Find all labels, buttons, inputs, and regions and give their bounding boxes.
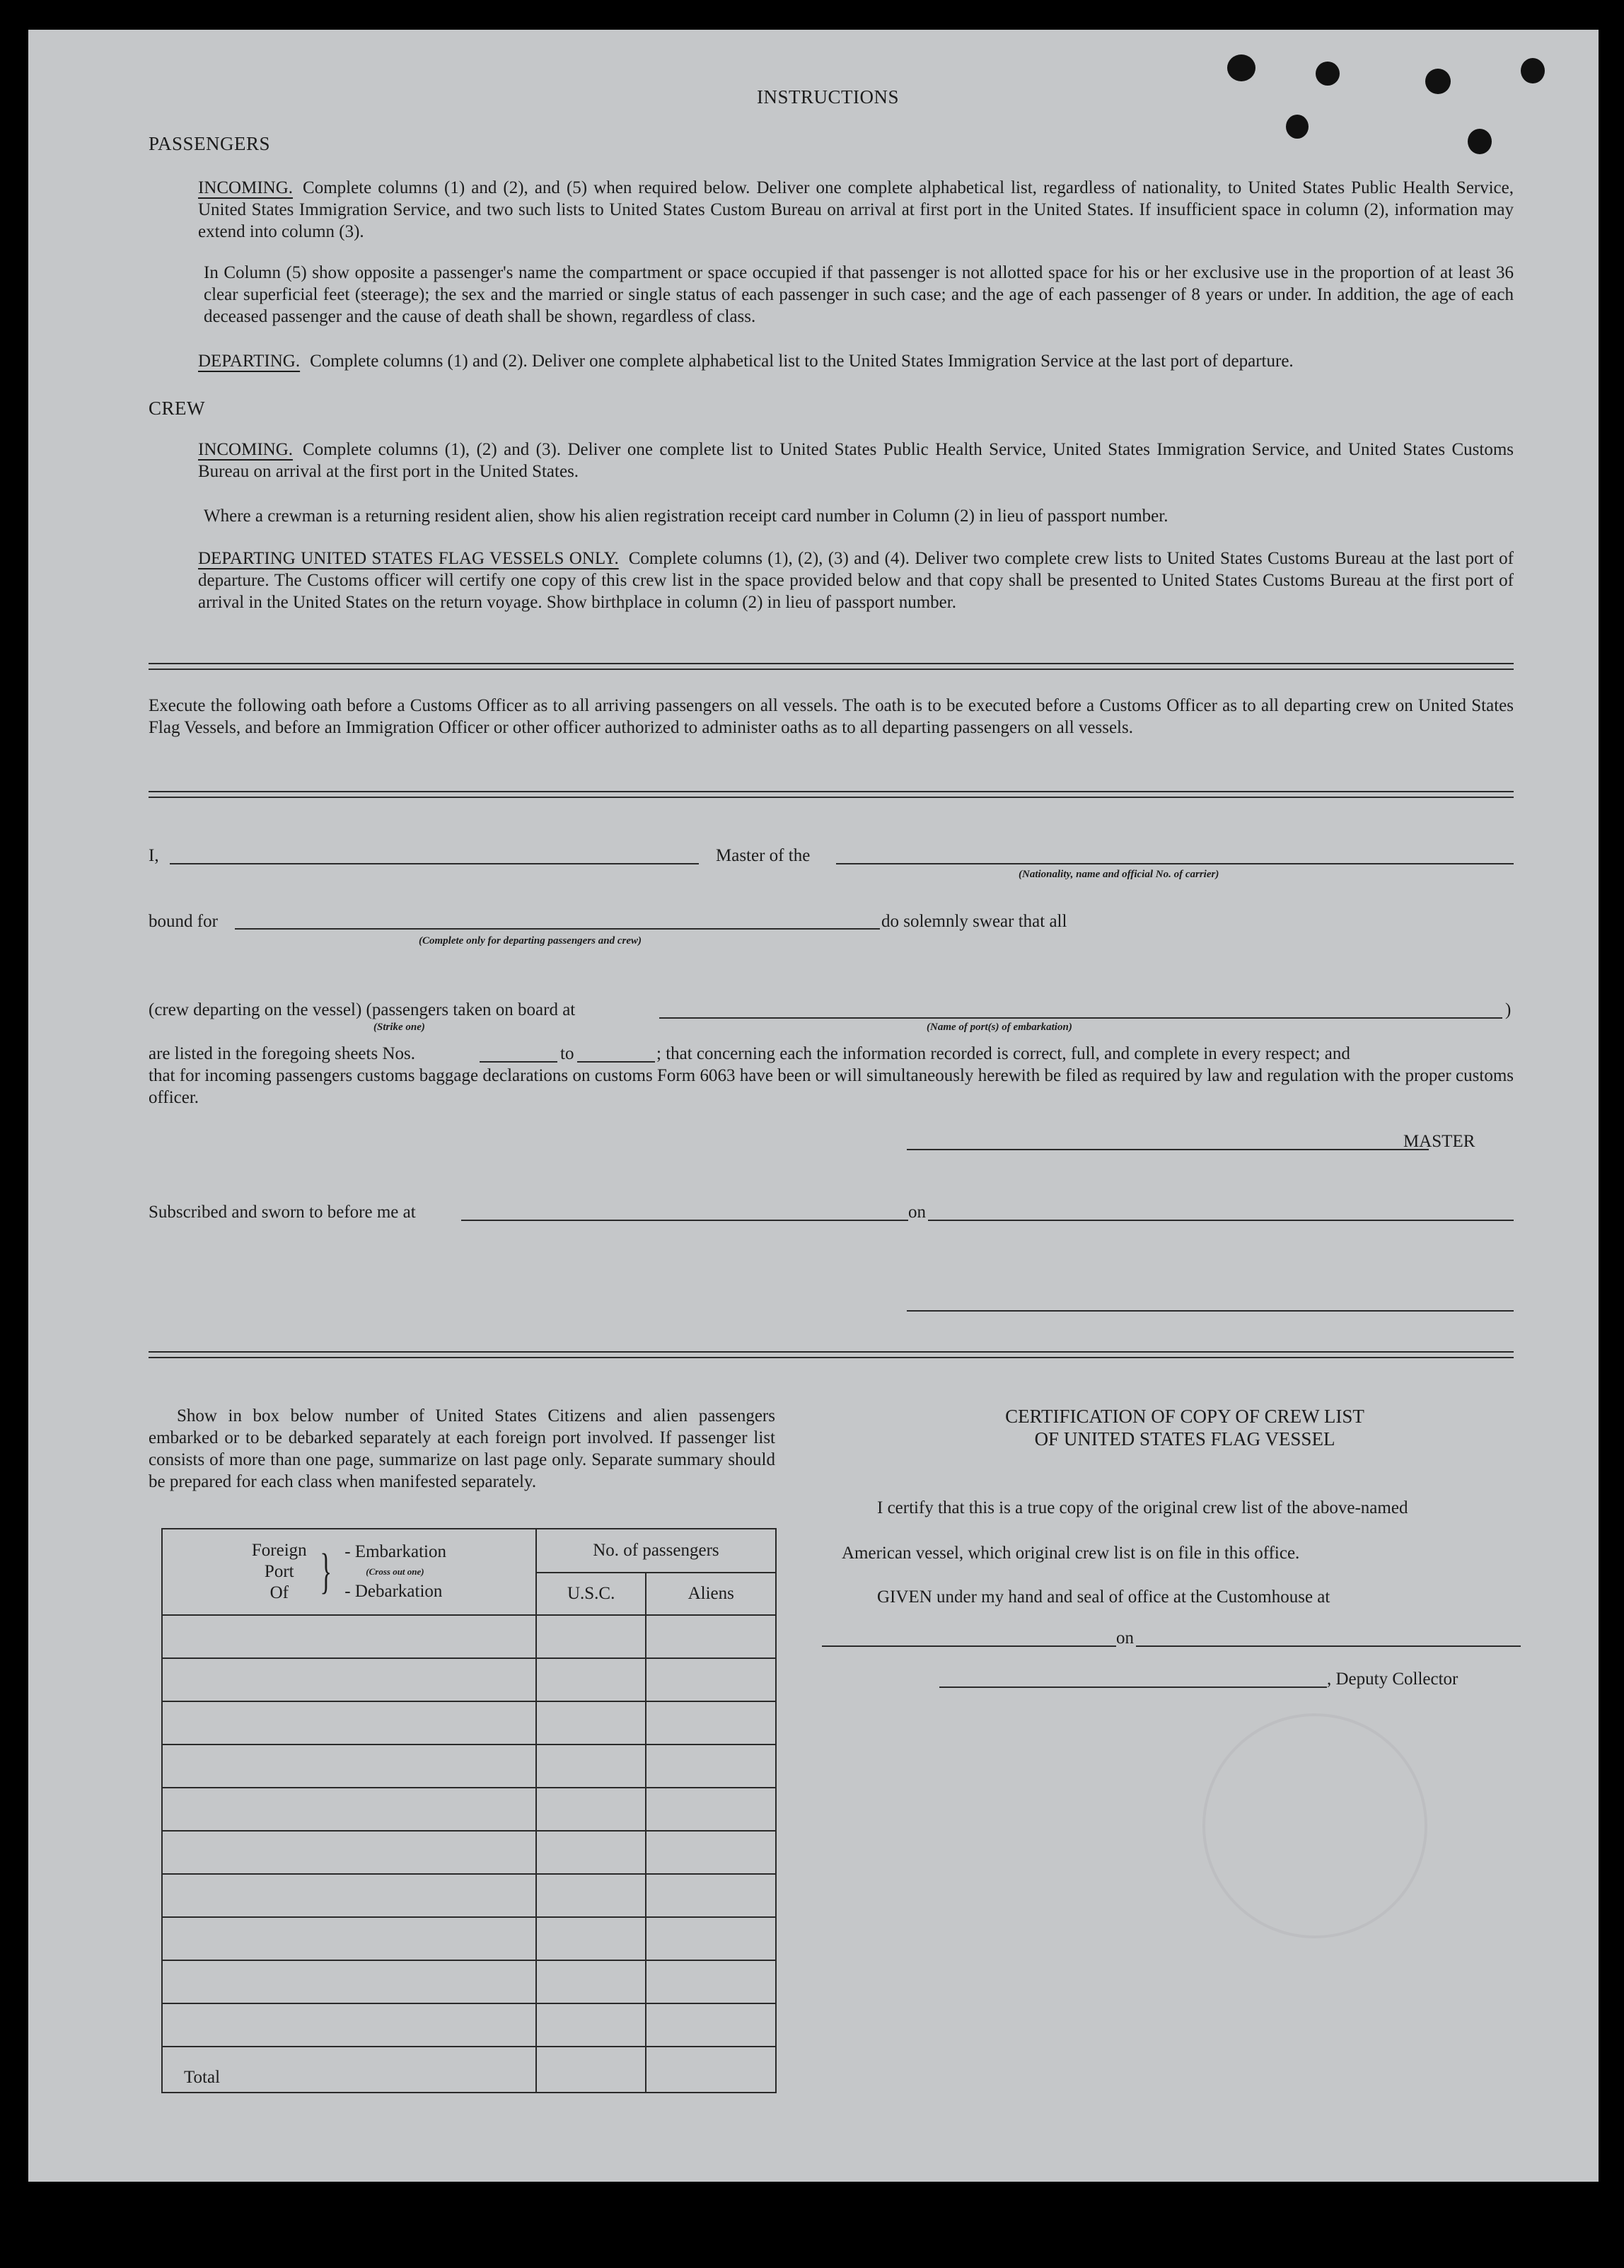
aliens-cell[interactable] [646, 2003, 776, 2047]
swear-text: do solemnly swear that all [881, 912, 1067, 931]
master-of-the-label: Master of the [716, 846, 811, 865]
section-divider [149, 663, 1514, 670]
summary-intro: Show in box below number of United States Citizens and alien passengers embarked or to be debarked separately at each foreign port involved. If passenger list consists of more than one page, summarize on last page only. Separate summary should be prepared for each class when manifested separately. [149, 1406, 775, 1491]
of-label: Of [269, 1583, 289, 1602]
certify-line2: American vessel, which original crew list is on file in this office. [842, 1544, 1300, 1563]
column5-paragraph: In Column (5) show opposite a passenger's name the compartment or space occupied if that passenger is not allotted space for his or her exclusive use in the proportion of at least 36 clear superficial feet (steerage); the sex and the married or single status of each passenger in such case; and the age of each passenger of 8 years or under. In addition, the age of each deceased passenger and the cause of death shall be shown, regardless of class. [204, 263, 1514, 326]
punch-hole [1286, 115, 1309, 139]
sworn-on-label: on [908, 1203, 926, 1222]
to-label: to [560, 1044, 574, 1063]
aliens-cell[interactable] [646, 1701, 776, 1745]
oath-intro: Execute the following oath before a Customs Officer as to all arriving passengers on all vessels. The oath is to be executed before a Customs Officer as to all departing crew on United States Flag Vessels, and before an Immigration Officer or other officer authorized to administer oaths as to all departing passengers on all vessels. [149, 696, 1514, 737]
table-row [162, 2003, 776, 2047]
strike-caption: (Strike one) [373, 1022, 425, 1033]
given-text: GIVEN under my hand and seal of office at the Customhouse at [877, 1587, 1330, 1607]
usc-cell[interactable] [536, 1745, 646, 1788]
debarkation-label: - Debarkation [344, 1582, 443, 1601]
crew-departing-paragraph [198, 548, 1514, 613]
listed-prefix: are listed in the foregoing sheets Nos. [149, 1044, 415, 1063]
usc-cell[interactable] [536, 1788, 646, 1831]
foreign-port-header [162, 1529, 536, 1615]
port-cell[interactable] [162, 1701, 536, 1745]
usc-cell[interactable] [536, 1960, 646, 2003]
form-page [28, 30, 1599, 2182]
sworn-date-field[interactable] [928, 1220, 1514, 1221]
port-cell[interactable] [162, 1745, 536, 1788]
aliens-cell[interactable] [646, 1960, 776, 2003]
section-divider [149, 791, 1514, 798]
listed-rest: ; that concerning each the information recorded is correct, full, and complete in every respect; and [656, 1044, 1350, 1063]
passengers-departing-paragraph [198, 350, 1514, 372]
table-row [162, 1874, 776, 1917]
port-cell[interactable] [162, 1960, 536, 2003]
crew-passengers-text: (crew departing on the vessel) (passengers taken on board at [149, 1000, 576, 1019]
aliens-header: Aliens [646, 1573, 776, 1615]
passengers-incoming-paragraph [198, 177, 1514, 243]
port-cell[interactable] [162, 2003, 536, 2047]
crew-heading: CREW [149, 398, 205, 419]
aliens-cell[interactable] [646, 1874, 776, 1917]
aliens-cell[interactable] [646, 1831, 776, 1874]
crew-incoming-label: INCOMING. [198, 440, 294, 459]
table-row [162, 1745, 776, 1788]
total-label: Total [162, 2047, 536, 2093]
passengers-heading: PASSENGERS [149, 133, 271, 154]
brace-mark: } [320, 1544, 332, 1599]
carrier-caption: (Nationality, name and official No. of carrier) [1019, 869, 1219, 880]
usc-cell[interactable] [536, 1615, 646, 1658]
resident-alien-paragraph: Where a crewman is a returning resident alien, show his alien registration receipt card number in Column (2) in lieu of passport number. [204, 507, 1168, 526]
bound-for-caption: (Complete only for departing passengers and crew) [419, 935, 642, 947]
table-row [162, 1788, 776, 1831]
embarkation-label: - Embarkation [344, 1542, 446, 1561]
subscribed-label: Subscribed and sworn to before me at [149, 1203, 416, 1222]
passengers-departing-label: DEPARTING. [198, 352, 301, 371]
deputy-signature-field[interactable] [939, 1686, 1327, 1688]
port-cell[interactable] [162, 1788, 536, 1831]
table-row [162, 1960, 776, 2003]
close-paren: ) [1505, 1000, 1512, 1019]
port-cell[interactable] [162, 1831, 536, 1874]
embarkation-ports-field[interactable] [659, 1017, 1502, 1019]
aliens-cell[interactable] [646, 1658, 776, 1701]
certify-line1: I certify that this is a true copy of the original crew list of the above-named [877, 1498, 1408, 1517]
passengers-departing-text: Complete columns (1) and (2). Deliver one complete alphabetical list to the United States Immigration Service at the last port of departure. [310, 352, 1294, 371]
table-row [162, 1917, 776, 1960]
passengers-incoming-label: INCOMING. [198, 178, 294, 197]
aliens-cell[interactable] [646, 1917, 776, 1960]
port-cell[interactable] [162, 1874, 536, 1917]
port-cell[interactable] [162, 1615, 536, 1658]
baggage-text: that for incoming passengers customs baggage declarations on customs Form 6063 have been or will simultaneously herewith be filed as required by law and regulation with the proper customs officer. [149, 1066, 1514, 1107]
section-divider [149, 1351, 1514, 1358]
table-row [162, 1615, 776, 1658]
master-signature-field[interactable] [907, 1149, 1429, 1150]
punch-hole [1227, 54, 1255, 81]
bound-for-field[interactable] [235, 928, 880, 930]
aliens-cell[interactable] [646, 1615, 776, 1658]
embossed-seal [1202, 1713, 1427, 1938]
usc-header: U.S.C. [536, 1573, 646, 1615]
table-row [162, 1658, 776, 1701]
usc-cell[interactable] [536, 1701, 646, 1745]
table-row [162, 1831, 776, 1874]
usc-cell[interactable] [536, 1831, 646, 1874]
sheet-to-field[interactable] [577, 1061, 655, 1063]
punch-hole [1468, 129, 1492, 154]
sheet-from-field[interactable] [480, 1061, 557, 1063]
carrier-field[interactable] [836, 863, 1514, 864]
crew-incoming-text: Complete columns (1), (2) and (3). Deliver one complete list to United States Public Health Service, United States Immigration Service, and United States Customs Bureau on arrival at the first port in the United States. [198, 440, 1514, 481]
punch-hole [1316, 62, 1340, 86]
usc-cell[interactable] [536, 1874, 646, 1917]
aliens-cell[interactable] [646, 1745, 776, 1788]
sworn-at-field[interactable] [461, 1220, 908, 1221]
total-row [162, 2047, 776, 2093]
crew-incoming-paragraph [198, 439, 1514, 482]
passenger-summary-table [161, 1528, 777, 2093]
certification-title [863, 1405, 1507, 1450]
usc-cell[interactable] [536, 1658, 646, 1701]
punch-hole [1425, 69, 1451, 94]
customhouse-field[interactable] [822, 1645, 1116, 1647]
punch-hole [1521, 58, 1545, 83]
master-label: MASTER [1403, 1132, 1475, 1151]
oath-i-label: I, [149, 846, 159, 865]
usc-cell[interactable] [536, 1917, 646, 1960]
master-name-field[interactable] [170, 863, 699, 864]
ports-caption: (Name of port(s) of embarkation) [927, 1022, 1072, 1033]
total-usc-cell[interactable] [536, 2047, 646, 2093]
certification-title-line1: CERTIFICATION OF COPY OF CREW LIST [1005, 1406, 1364, 1427]
page-title: INSTRUCTIONS [757, 86, 900, 108]
deputy-collector-label: , Deputy Collector [1327, 1670, 1458, 1689]
officer-signature-field[interactable] [907, 1310, 1514, 1312]
port-cell[interactable] [162, 1658, 536, 1701]
total-aliens-cell[interactable] [646, 2047, 776, 2093]
table-row [162, 1701, 776, 1745]
no-of-passengers-header: No. of passengers [536, 1529, 776, 1573]
certification-title-line2: OF UNITED STATES FLAG VESSEL [1034, 1428, 1335, 1450]
certification-date-field[interactable] [1136, 1645, 1521, 1647]
port-cell[interactable] [162, 1917, 536, 1960]
crew-departing-text: Complete columns (1), (2), (3) and (4). Deliver two complete crew lists to United States Customs Bureau at the last port of departure. The Customs officer will certify one copy of this crew list in the space provided below and that copy shall be presented to United States Customs Bureau at the first port of arrival in the United States on the return voyage. Show birthplace in column (2) in lieu of passport number. [198, 549, 1514, 612]
port-label: Port [264, 1562, 294, 1581]
cross-out-label: (Cross out one) [366, 1566, 424, 1577]
foreign-label: Foreign [251, 1541, 307, 1560]
usc-cell[interactable] [536, 2003, 646, 2047]
bound-for-label: bound for [149, 912, 218, 931]
passengers-incoming-text: Complete columns (1) and (2), and (5) when required below. Deliver one complete alphabetical list, regardless of nationality, to United States Public Health Service, United States Immigration Service, and two such lists to United States Custom Bureau on arrival at first port in the United States. If insufficient space in column (2), information may extend into column (3). [198, 178, 1514, 241]
aliens-cell[interactable] [646, 1788, 776, 1831]
certification-on-label: on [1116, 1628, 1134, 1648]
crew-departing-label: DEPARTING UNITED STATES FLAG VESSELS ONLY. [198, 549, 619, 568]
